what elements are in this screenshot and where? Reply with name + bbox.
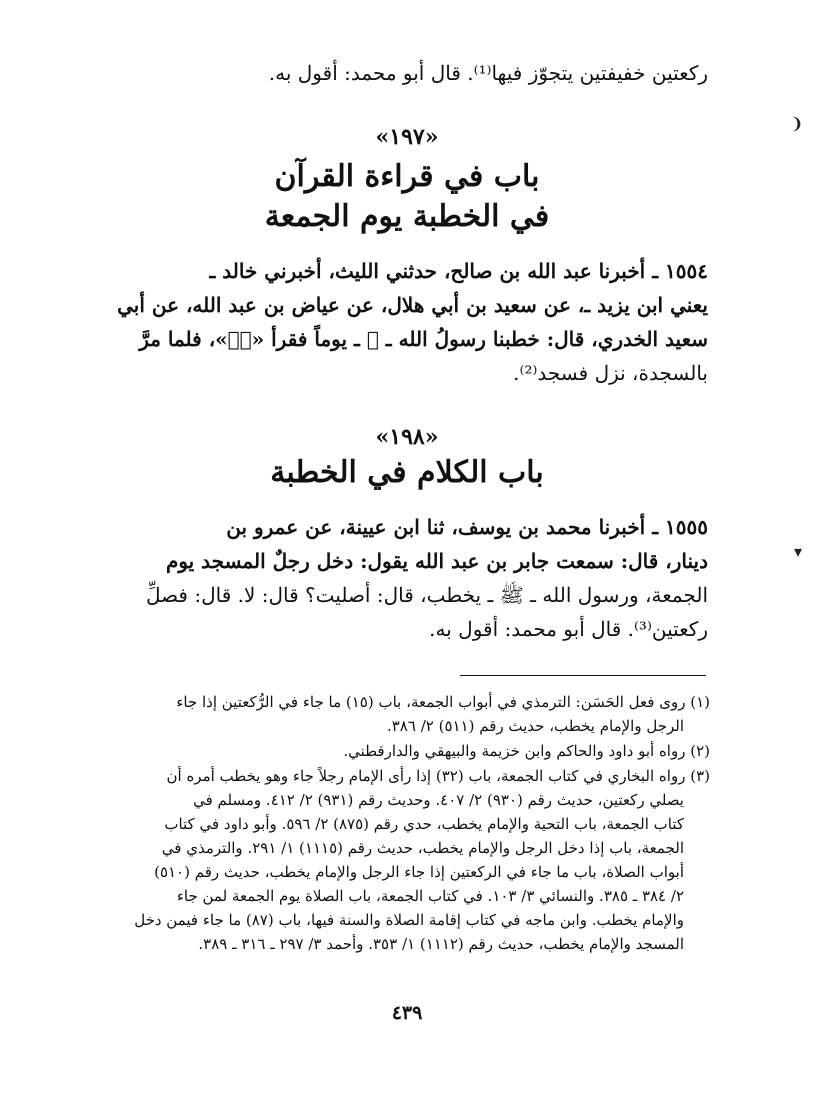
chapter-197-number: «١٩٧»: [375, 124, 439, 150]
page-number: ٤٣٩: [391, 1002, 423, 1024]
footnote-line: الجمعة، باب إذا دخل الرجل والإمام يخطب، حديث رقم (١١١٥) ١/ ٢٩١. والترمذي في: [161, 839, 684, 857]
footnote-line: والإمام يخطب. وابن ماجه في كتاب إقامة الصلاة والسنة فيها، باب (٨٧) ما جاء فيمن دخل: [134, 911, 684, 929]
footnote-line: الرجل والإمام يخطب، حديث رقم (٥١١) ٢/ ٣٨٦.: [386, 717, 684, 735]
hadith-1555: [88, 510, 708, 646]
chapter-197-title-line2: في الخطبة يوم الجمعة: [264, 199, 550, 234]
intro-paragraph: [88, 56, 708, 90]
footnote-2: [88, 739, 710, 763]
hadith-1554-line: ١٥٥٤ ـ أخبرنا عبد الله بن صالح، حدثني الليث، أخبرني خالد ـ: [209, 259, 708, 283]
footnote-line: (١) روى فعل الحَسَن: الترمذي في أبواب الجمعة، باب (١٥) ما جاء في الرُّكعتين إذا جاء: [176, 693, 710, 711]
hadith-1554: [88, 254, 708, 390]
footnote-line: كتاب الجمعة، باب التحية والإمام يخطب، حدي رقم (٨٧٥) ٢/ ٥٩٦. وأبو داود في كتاب: [164, 815, 684, 833]
margin-mark-top: ❨: [790, 114, 804, 133]
footnote-line: ٢/ ٣٨٤ ـ ٣٨٥. والنسائي ٣/ ١٠٣. في كتاب الجمعة، باب الصلاة يوم الجمعة لمن جاء: [176, 887, 684, 905]
chapter-197-title-line1: باب في قراءة القرآن: [274, 159, 540, 194]
hadith-1555-line: ١٥٥٥ ـ أخبرنا محمد بن يوسف، ثنا ابن عيينة، عن عمرو بن: [226, 515, 708, 539]
intro-line: ركعتين خفيفتين يتجوّز فيها⁽¹⁾. قال أبو محمد: أقول به.: [268, 61, 708, 85]
hadith-1555-line: دينار، قال: سمعت جابر بن عبد الله يقول: دخل رجلٌ المسجد يوم: [165, 549, 708, 573]
footnote-line: (٣) رواه البخاري في كتاب الجمعة، باب (٣٢) إذا رأى الإمام رجلاً جاء وهو يخطب أمره أن: [166, 767, 710, 785]
footnote-separator: [460, 675, 706, 676]
hadith-1555-line: الجمعة، ورسول الله ـ ﷺ ـ يخطب، قال: أصليت؟ قال: لا. قال: فصلِّ: [145, 583, 708, 607]
hadith-1554-line: سعيد الخدري، قال: خطبنا رسولُ الله ـ ﷺ ـ يوماً فقرأ «صۤ»، فلما مرَّ: [139, 327, 708, 351]
hadith-1555-line: ركعتين⁽³⁾. قال أبو محمد: أقول به.: [429, 617, 708, 641]
margin-mark-middle: ▾: [794, 542, 803, 561]
footnote-3: [88, 764, 710, 956]
hadith-1554-line: بالسجدة، نزل فسجد⁽²⁾.: [513, 361, 708, 385]
footnote-line: (٢) رواه أبو داود والحاكم وابن خزيمة والبيهقي والدارقطني.: [343, 742, 710, 760]
chapter-198-title: باب الكلام في الخطبة: [270, 455, 544, 490]
footnotes: [88, 690, 710, 957]
footnote-line: يصلي ركعتين، حديث رقم (٩٣٠) ٢/ ٤٠٧. وحديث رقم (٩٣١) ٢/ ٤١٢. ومسلم في: [193, 791, 684, 809]
footnote-1: [88, 690, 710, 738]
footnote-line: المسجد والإمام يخطب، حديث رقم (١١١٢) ١/ ٣٥٣. وأحمد ٣/ ٢٩٧ ـ ٣١٦ ـ ٣٨٩.: [198, 935, 684, 953]
footnote-line: أبواب الصلاة، باب ما جاء في الركعتين إذا جاء الرجل والإمام يخطب، حديث رقم (٥١٠): [154, 863, 684, 881]
chapter-198-number: «١٩٨»: [375, 424, 439, 450]
hadith-1554-line: يعني ابن يزيد ـ، عن سعيد بن أبي هلال، عن عياض بن عبد الله، عن أبي: [117, 293, 708, 317]
